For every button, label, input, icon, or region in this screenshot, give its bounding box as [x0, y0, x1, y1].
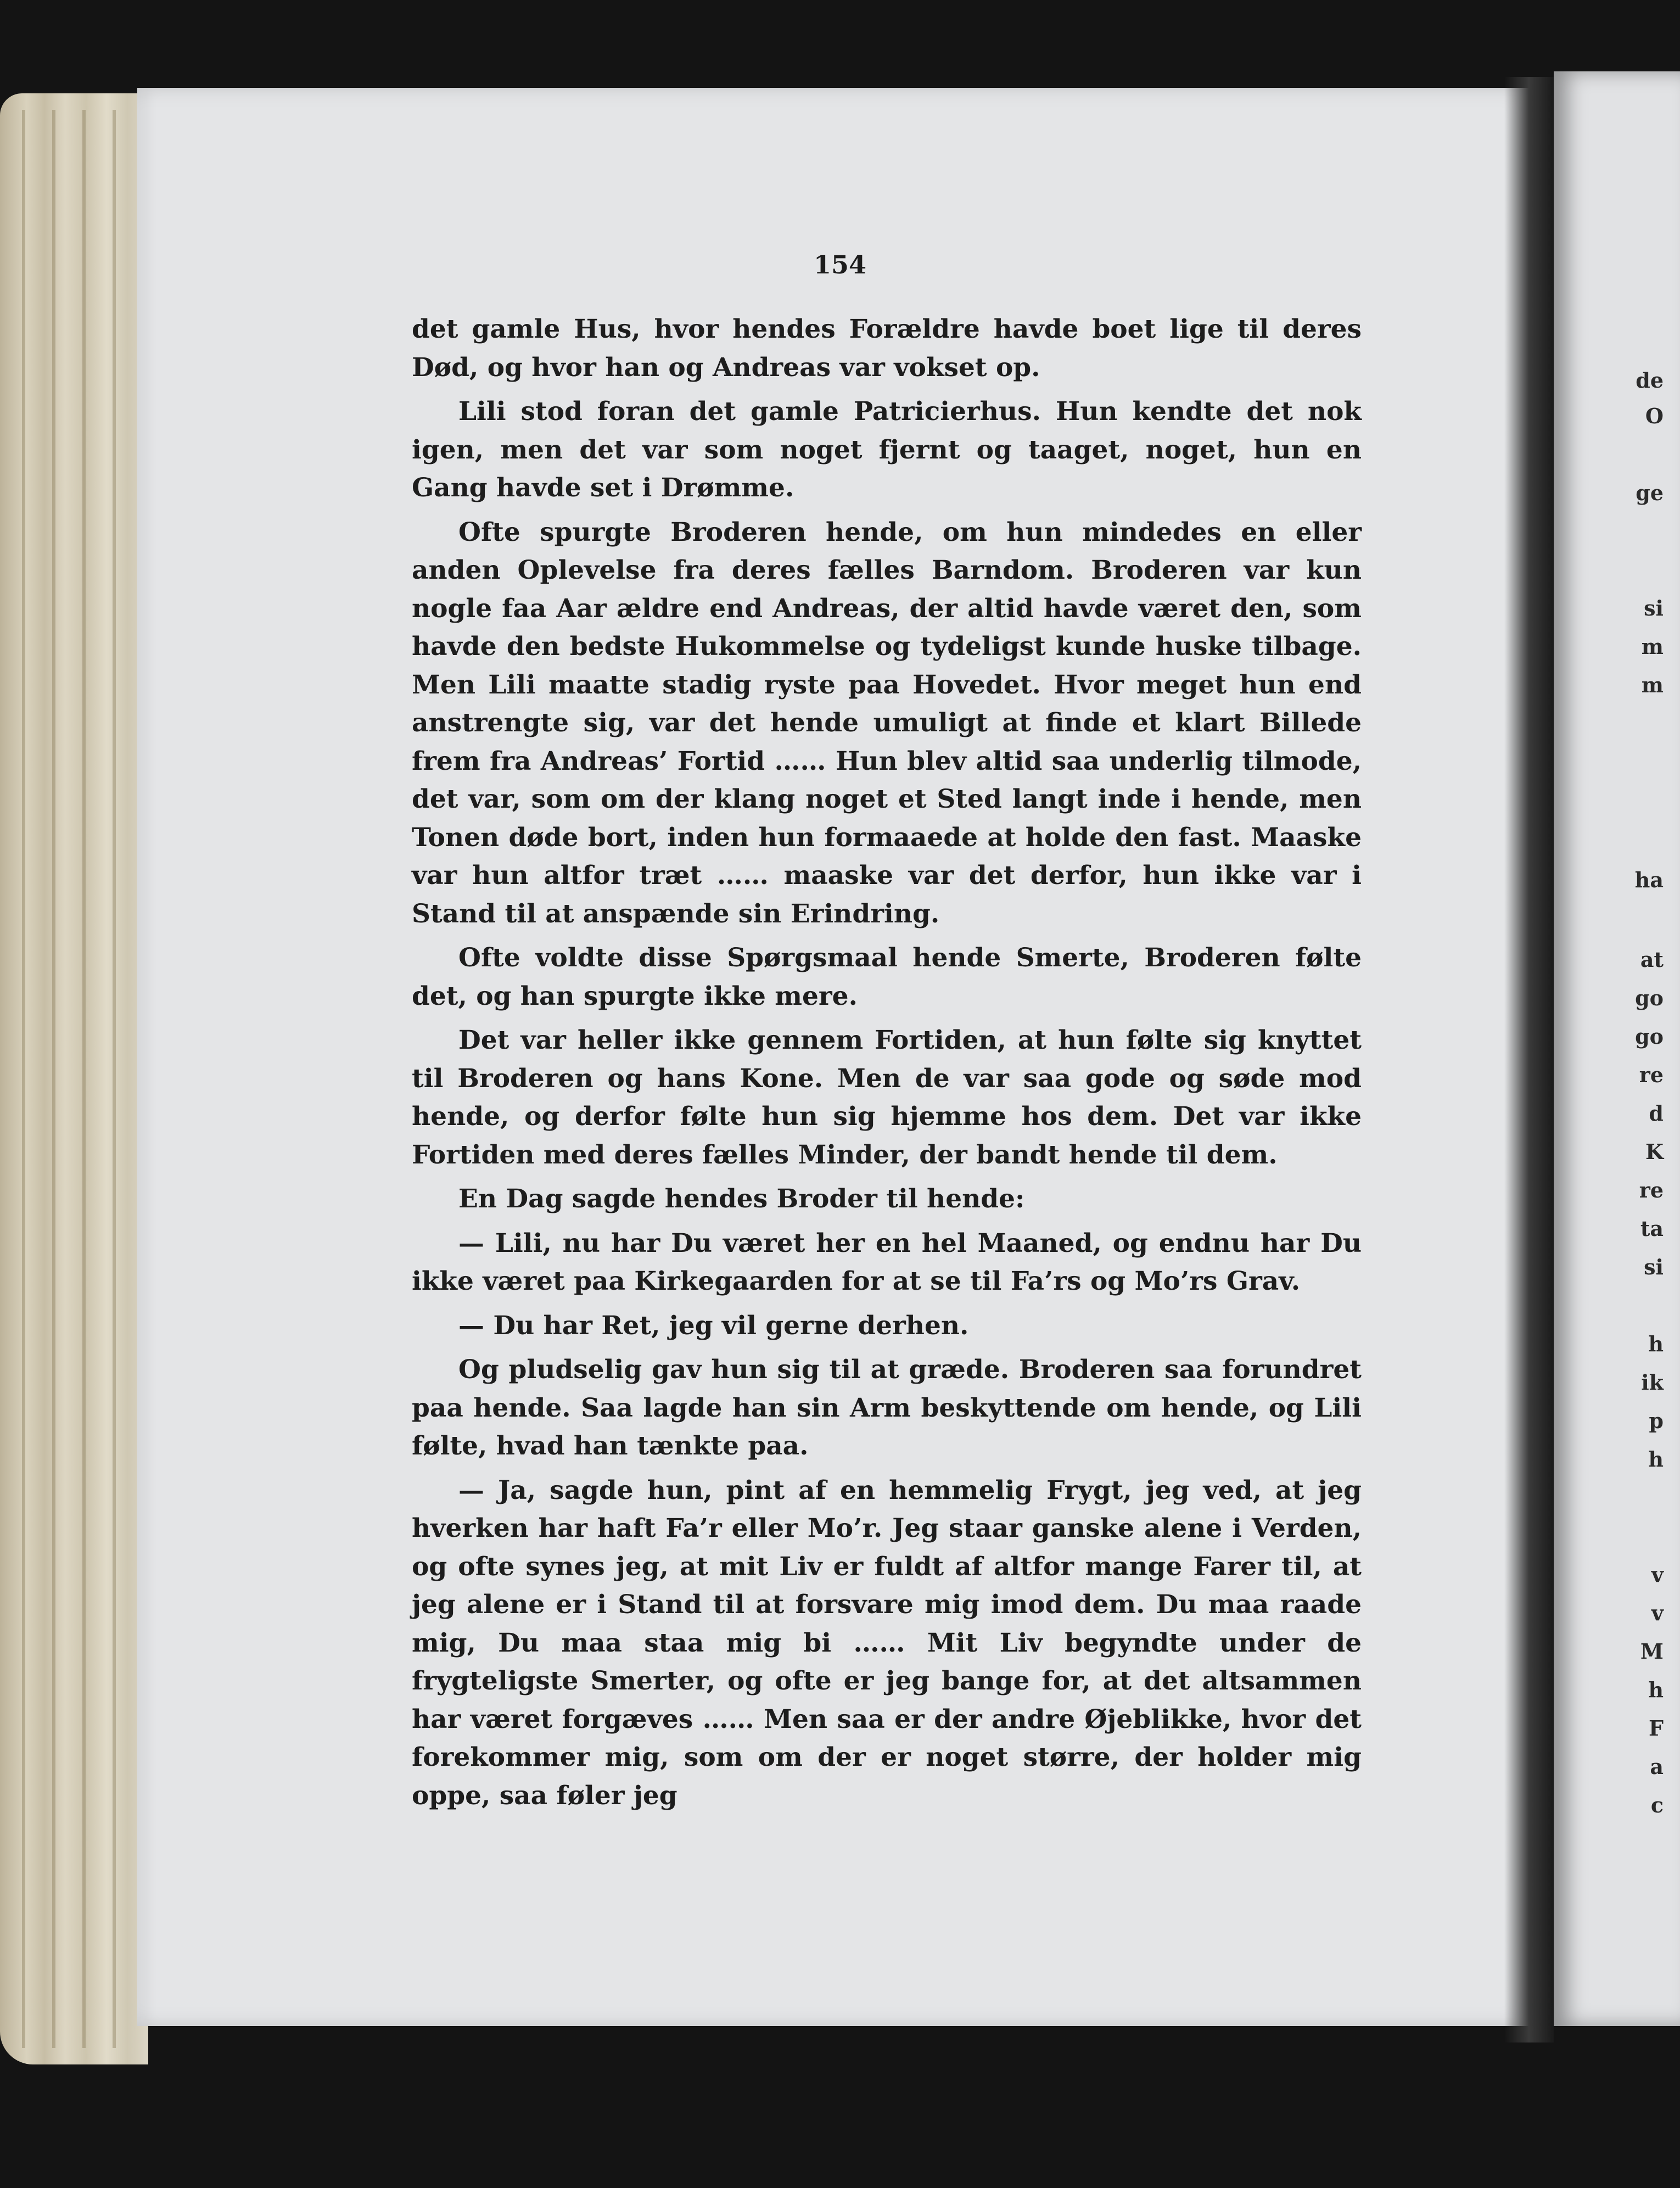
facing-fragment: v	[1651, 1562, 1664, 1587]
body-text	[412, 310, 1362, 1821]
page-number: 154	[813, 250, 867, 279]
paragraph: Ofte voldte disse Spørgsmaal hende Smerte, Broderen følte det, og han spurgte ikke mere.	[412, 943, 1362, 1011]
facing-fragment: ta	[1640, 1216, 1664, 1241]
paragraph: Ofte spurgte Broderen hende, om hun mindedes en eller anden Oplevelse fra deres fælles Barndom. Broderen var kun nogle faa Aar ældre end Andreas, der altid havde været den, som havde den bedste Hukommelse og tydeligst kunde huske tilbage. Men Lili maatte stadig ryste paa Hovedet. Hvor meget hun end anstrengte sig, var det hende umuligt at finde et klart Billede frem fra Andreas’ Fortid …… Hun blev altid saa underlig tilmode, det var, som om der klang noget et Sted langt inde i hende, men Tonen døde bort, inden hun formaaede at holde den fast. Maaske var hun altfor træt …… maaske var det derfor, hun ikke var i Stand til at anspænde sin Erindring.	[412, 517, 1362, 929]
facing-fragment: K	[1645, 1139, 1664, 1164]
paragraph: Lili stod foran det gamle Patricierhus. Hun kendte det nok igen, men det var som noget fjernt og taaget, noget, hun en Gang havde set i Drømme.	[412, 396, 1362, 503]
facing-fragment: O	[1645, 404, 1664, 428]
facing-fragment: F	[1649, 1716, 1664, 1741]
paragraph: — Du har Ret, jeg vil gerne derhen.	[458, 1310, 969, 1341]
facing-fragment: c	[1650, 1793, 1664, 1817]
facing-fragment: m	[1641, 634, 1664, 659]
paragraph: Det var heller ikke gennem Fortiden, at hun følte sig knyttet til Broderen og hans Kone. Men de var saa gode og søde mod hende, og derfor følte hun sig hjemme hos dem. Det var ikke Fortiden med deres fælles Minder, der bandt hende til dem.	[412, 1025, 1362, 1170]
facing-fragment: re	[1639, 1178, 1664, 1202]
facing-fragment: ha	[1634, 868, 1664, 892]
facing-fragment: ik	[1641, 1370, 1664, 1395]
book-gutter	[1504, 77, 1554, 2042]
facing-fragment: h	[1648, 1331, 1664, 1356]
facing-fragment: de	[1636, 368, 1664, 393]
paragraph: En Dag sagde hendes Broder til hende:	[458, 1184, 1025, 1214]
facing-fragment: p	[1649, 1408, 1664, 1433]
facing-page	[1554, 71, 1680, 2026]
facing-fragment: re	[1639, 1062, 1664, 1087]
facing-fragment: go	[1635, 986, 1664, 1010]
facing-fragment: d	[1649, 1101, 1664, 1126]
paragraph: det gamle Hus, hvor hendes Forældre havde boet lige til deres Død, og hvor han og Andreas var vokset op.	[412, 314, 1362, 383]
facing-fragment: si	[1644, 1255, 1664, 1279]
paragraph: — Ja, sagde hun, pint af en hemmelig Frygt, jeg ved, at jeg hverken har haft Fa’r eller Mo’r. Jeg staar ganske alene i Verden, og ofte synes jeg, at mit Liv er fuldt af altfor mange Farer til, at jeg alene er i Stand til at forsvare mig imod dem. Du maa raade mig, Du maa staa mig bi …… Mit Liv begyndte under de frygteligste Smerter, og ofte er jeg bange for, at det altsammen har været forgæves …… Men saa er der andre Øjeblikke, hvor det forekommer mig, som om der er noget større, der holder mig oppe, saa føler jeg	[412, 1475, 1362, 1811]
paragraph: Og pludselig gav hun sig til at græde. Broderen saa forundret paa hende. Saa lagde han sin Arm beskyttende om hende, og Lili følte, hvad han tænkte paa.	[412, 1355, 1362, 1461]
facing-fragment: go	[1635, 1024, 1664, 1049]
facing-fragment: v	[1651, 1601, 1664, 1625]
facing-fragment: m	[1641, 673, 1664, 697]
facing-fragment: h	[1648, 1447, 1664, 1471]
paragraph: — Lili, nu har Du været her en hel Maaned, og endnu har Du ikke været paa Kirkegaarden for at se til Fa’rs og Mo’rs Grav.	[412, 1228, 1362, 1296]
facing-fragment: M	[1640, 1639, 1664, 1664]
facing-fragment: at	[1640, 947, 1664, 972]
facing-fragment: a	[1650, 1754, 1664, 1779]
facing-fragment: ge	[1636, 480, 1664, 505]
facing-fragment: h	[1648, 1677, 1664, 1702]
page-stack-edges	[0, 93, 148, 2064]
facing-fragment: si	[1644, 596, 1664, 620]
